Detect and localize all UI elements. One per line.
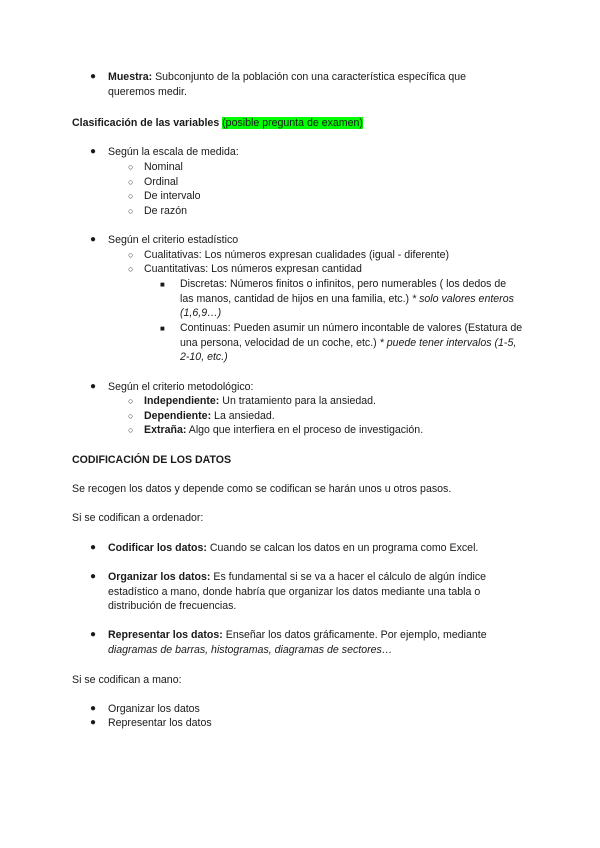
clasificacion-title: Clasificación de las variables (posible pregunta de examen)	[72, 117, 363, 129]
ordenador-label: Si se codifican a ordenador:	[72, 512, 204, 524]
organizar-item: ● Organizar los datos: Es fundamental si se va a hacer el cálculo de algún índice estadístico a mano, donde habría que organizar los datos mediante una tabla o distribución de frecuencias.	[90, 571, 487, 613]
escala-item	[90, 145, 239, 160]
representar-item: ● Representar los datos: Enseñar los datos gráficamente. Por ejemplo, mediante diagramas de barras, histogramas, diagramas de sectores…	[90, 629, 487, 656]
bullet-circle: ○	[128, 250, 134, 260]
bullet-disc: ●	[90, 629, 97, 640]
codificar-item: ● Codificar los datos: Cuando se calcan los datos en un programa como Excel.	[90, 542, 479, 554]
bullet-square: ■	[160, 324, 165, 333]
muestra-text: Subconjunto de la población con una característica específica que queremos medir.	[108, 71, 467, 98]
bullet-disc: ●	[90, 71, 97, 82]
mano-item: ● Representar los datos	[90, 717, 212, 729]
mano-item: ● Organizar los datos	[90, 703, 200, 715]
muestra-item	[90, 70, 480, 99]
escala-label: Según la escala de medida:	[108, 146, 239, 158]
discretas-item: ■ Discretas: Números finitos o infinitos, pero numerables ( los dedos de las manos, cantidad de hijos en una familia, etc.) * solo valores enteros (1,6,9…)	[160, 278, 514, 320]
estadistico-item	[90, 233, 238, 248]
bullet-circle: ○	[128, 396, 134, 406]
bullet-square: ■	[160, 280, 165, 289]
bullet-circle: ○	[128, 177, 134, 187]
metodologico-item	[90, 380, 253, 395]
codificacion-intro: Se recogen los datos y depende como se codifican se harán unos u otros pasos.	[72, 483, 452, 495]
bullet-circle: ○	[128, 425, 134, 435]
exam-highlight: (posible pregunta de examen)	[222, 117, 363, 129]
bullet-disc: ●	[90, 571, 97, 582]
bullet-circle: ○	[128, 411, 134, 421]
bullet-circle: ○	[128, 162, 134, 172]
muestra-label: Muestra:	[108, 71, 153, 83]
cualitativas-item: ○ Cualitativas: Los números expresan cualidades (igual - diferente)	[128, 249, 450, 261]
continuas-item: ■ Continuas: Pueden asumir un número incontable de valores (Estatura de una persona, velocidad de un coche, etc.) * puede tener intervalos (1-5, 2-10, etc.)	[160, 322, 523, 364]
escala-subitem: ○ De intervalo	[128, 190, 201, 202]
extrana-item: ○ Extraña: Algo que interfiera en el proceso de investigación.	[128, 424, 424, 436]
dependiente-item: ○ Dependiente: La ansiedad.	[128, 410, 275, 422]
bullet-disc: ●	[90, 703, 97, 714]
escala-subitem: ○ De razón	[128, 205, 187, 217]
bullet-disc: ●	[90, 717, 97, 728]
bullet-disc: ●	[90, 234, 97, 245]
codificacion-title: CODIFICACIÓN DE LOS DATOS	[72, 454, 232, 466]
escala-subitem: ○ Nominal	[128, 161, 183, 173]
escala-subitem: ○ Ordinal	[128, 176, 179, 188]
metodologico-label: Según el criterio metodológico:	[108, 381, 254, 393]
bullet-disc: ●	[90, 146, 97, 157]
independiente-item: ○ Independiente: Un tratamiento para la ansiedad.	[128, 395, 376, 407]
cuantitativas-item: ○ Cuantitativas: Los números expresan cantidad	[128, 263, 362, 275]
estadistico-label: Según el criterio estadístico	[108, 234, 239, 246]
bullet-circle: ○	[128, 206, 134, 216]
bullet-disc: ●	[90, 381, 97, 392]
bullet-disc: ●	[90, 542, 97, 553]
bullet-circle: ○	[128, 191, 134, 201]
bullet-circle: ○	[128, 264, 134, 274]
mano-label: Si se codifican a mano:	[72, 674, 182, 686]
